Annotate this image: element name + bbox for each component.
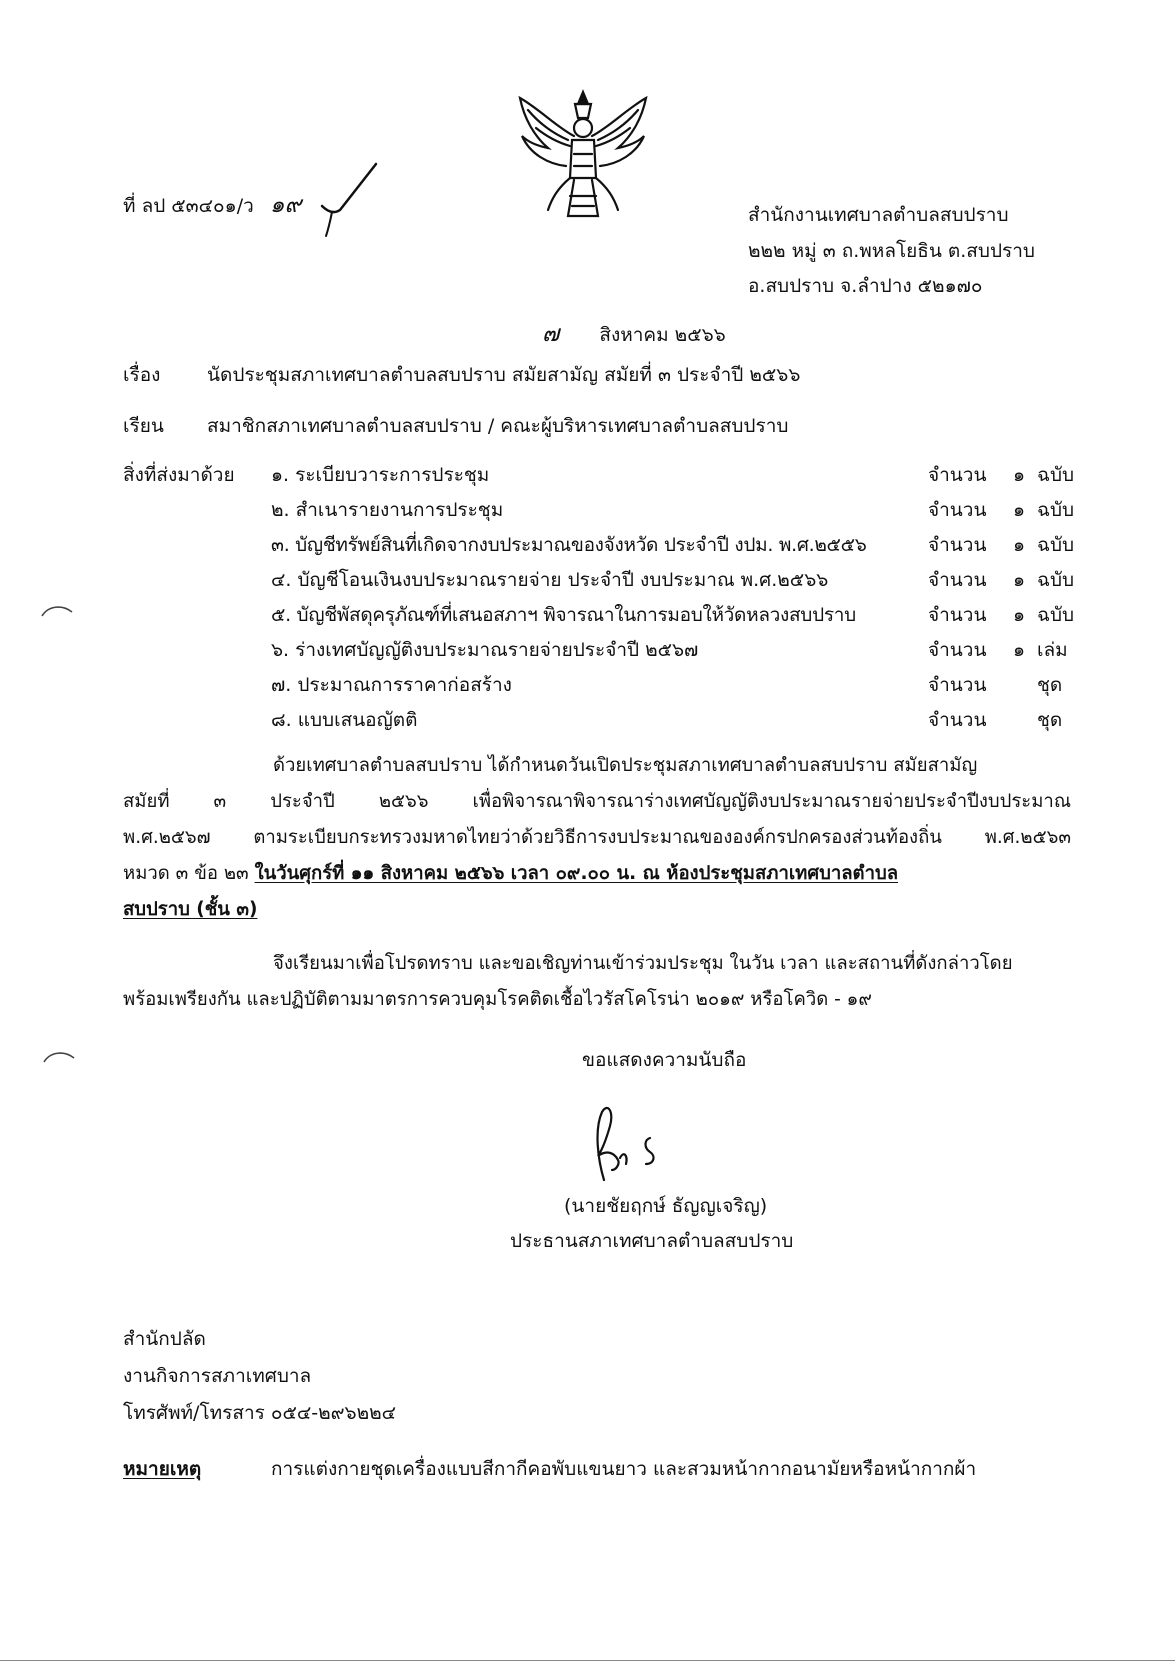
- subject-text: นัดประชุมสภาเทศบาลตำบลสบปราบ สมัยสามัญ สมัยที่ ๓ ประจำปี ๒๕๖๖: [207, 364, 801, 386]
- scan-bottom-edge: [0, 1660, 1175, 1661]
- attachment-item: ๓. บัญชีทรัพย์สินที่เกิดจากงบประมาณของจังหวัด ประจำปี งปม. พ.ศ.๒๕๕๖ จำนวน ๑ ฉบับ: [271, 534, 1075, 556]
- recipient-text: สมาชิกสภาเทศบาลตำบลสบปราบ / คณะผู้บริหารเทศบาลตำบลสบปราบ: [207, 415, 789, 437]
- body-paragraph-2: จึงเรียนมาเพื่อโปรดทราบ และขอเชิญท่านเข้าร่วมประชุม ในวัน เวลา และสถานที่ดังกล่าวโดย พร้อมเพรียงกัน และปฏิบัติตามมาตรการควบคุมโรคติดเชื้อไวรัสโคโรน่า ๒๐๑๙ หรือโควิด - ๑๙: [123, 953, 1013, 1010]
- document-number: [123, 191, 301, 220]
- contact-department: สำนักปลัด: [123, 1328, 206, 1350]
- attachment-item: ๘. แบบเสนอญัตติ จำนวน ชุด: [271, 709, 1063, 731]
- contact-section: งานกิจการสภาเทศบาล: [123, 1365, 312, 1387]
- attachment-item: ๑. ระเบียบวาระการประชุม จำนวน ๑ ฉบับ: [271, 464, 1075, 486]
- attachment-item: ๔. บัญชีโอนเงินงบประมาณรายจ่าย ประจำปี งบประมาณ พ.ศ.๒๕๖๖ จำนวน ๑ ฉบับ: [271, 569, 1075, 591]
- signer-name: (นายชัยฤกษ์ ธัญญเจริญ): [564, 1195, 768, 1217]
- attachment-item: ๒. สำเนารายงานการประชุม จำนวน ๑ ฉบับ: [271, 499, 1075, 521]
- garuda-emblem-icon: [508, 88, 658, 223]
- remark-label: หมายเหตุ: [123, 1458, 202, 1480]
- meeting-place-continued: สบปราบ (ชั้น ๓): [123, 899, 258, 920]
- attachment-item: ๖. ร่างเทศบัญญัติงบประมาณรายจ่ายประจำปี ๒๕๖๗ จำนวน ๑ เล่ม: [271, 639, 1068, 661]
- signature-mark: [580, 1100, 690, 1190]
- sender-address-line1: ๒๒๒ หมู่ ๓ ถ.พหลโยธิน ต.สบปราบ: [748, 240, 1035, 262]
- attachment-item: ๕. บัญชีพัสดุครุภัณฑ์ที่เสนอสภาฯ พิจารณาในการมอบให้วัดหลวงสบปราบ จำนวน ๑ ฉบับ: [271, 604, 1075, 626]
- remark-text: การแต่งกายชุดเครื่องแบบสีกากีคอพับแขนยาว และสวมหน้ากากอนามัยหรือหน้ากากผ้า: [271, 1458, 977, 1480]
- subject-label: เรื่อง: [123, 364, 161, 386]
- contact-phone: โทรศัพท์/โทรสาร ๐๕๔-๒๙๖๒๒๔: [123, 1402, 397, 1424]
- punch-hole-mark-upper: [38, 600, 78, 622]
- date-day-handwritten: ๗: [542, 321, 560, 347]
- attachment-item: ๗. ประมาณการราคาก่อสร้าง จำนวน ชุด: [271, 674, 1063, 696]
- document-date: [542, 320, 726, 349]
- date-month-year: สิงหาคม ๒๕๖๖: [599, 324, 726, 346]
- sender-office: สำนักงานเทศบาลตำบลสบปราบ: [748, 204, 1009, 226]
- document-number-handwritten: ๑๙: [269, 192, 302, 218]
- recipient-label: เรียน: [123, 415, 164, 437]
- document-number-text: ที่ ลป ๕๓๔๐๑/ว: [123, 195, 254, 217]
- punch-hole-mark-lower: [40, 1046, 80, 1068]
- sender-address-line2: อ.สบปราบ จ.ลำปาง ๕๒๑๗๐: [748, 275, 983, 297]
- handwritten-check-mark: [318, 160, 380, 240]
- body-paragraph-1: ด้วยเทศบาลตำบลสบปราบ ได้กำหนดวันเปิดประชุมสภาเทศบาลตำบลสบปราบ สมัยสามัญ สมัยที่ ๓ ประจำปี ๒๕๖๖ เพื่อพิจารณาพิจารณาร่างเทศบัญญัติงบประมาณรายจ่ายประจำปีงบประมาณ พ.ศ.๒๕๖๗ ตามระเบียบกระทรวงมหาดไทยว่าด้วยวิธีการงบประมาณขององค์กรปกครองส่วนท้องถิ่น พ.ศ.๒๕๖๓ หมวด ๓ ข้อ ๒๓ ในวันศุกร์ที่ ๑๑ สิงหาคม ๒๕๖๖ เวลา ๐๙.๐๐ น. ณ ห้องประชุมสภาเทศบาลตำบล สบปราบ (ชั้น ๓): [123, 754, 1071, 934]
- meeting-datetime-place: ในวันศุกร์ที่ ๑๑ สิงหาคม ๒๕๖๖ เวลา ๐๙.๐๐ น. ณ ห้องประชุมสภาเทศบาลตำบล: [254, 863, 899, 884]
- attachments-label: สิ่งที่ส่งมาด้วย: [123, 464, 235, 486]
- closing-phrase: ขอแสดงความนับถือ: [582, 1049, 747, 1071]
- signer-position: ประธานสภาเทศบาลตำบลสบปราบ: [510, 1230, 794, 1252]
